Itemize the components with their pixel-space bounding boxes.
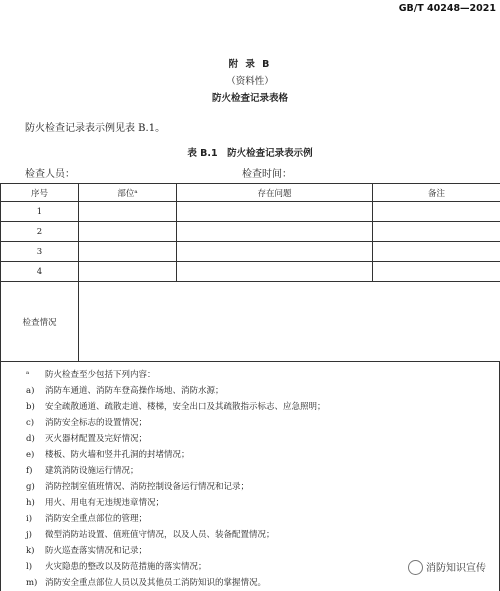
appendix-nature: （资料性） — [226, 76, 274, 87]
cell-remarks[interactable] — [373, 222, 500, 242]
note-item: ᵃ 防火检查至少包括下列内容： — [26, 370, 156, 380]
table-caption: 表 B.1 防火检查记录表示例 — [187, 148, 313, 159]
note-item: j) 微型消防站设置、值班值守情况，以及人员、装备配置情况； — [26, 530, 275, 540]
header-remarks: 备注 — [373, 184, 500, 202]
note-item: i) 消防安全重点部位的管理； — [26, 514, 148, 524]
row-number: 1 — [1, 202, 79, 222]
row-number: 3 — [1, 242, 79, 262]
cell-problems[interactable] — [177, 242, 373, 262]
table-row — [1, 262, 500, 282]
row-number: 2 — [1, 222, 79, 242]
note-item: e) 楼板、防火墙和竖井孔洞的封堵情况； — [26, 450, 190, 460]
cell-problems[interactable] — [177, 222, 373, 242]
table-row — [1, 202, 500, 222]
table-header-row — [1, 184, 500, 202]
cell-remarks[interactable] — [373, 262, 500, 282]
inspector-label: 检查人员： — [25, 169, 75, 180]
appendix-subtitle: 防火检查记录表格 — [211, 93, 288, 104]
appendix-title: 附 录 B — [228, 59, 272, 70]
note-item: d) 灭火器材配置及完好情况； — [26, 434, 148, 444]
note-item: c) 消防安全标志的设置情况； — [26, 418, 148, 428]
situation-row — [1, 282, 500, 362]
cell-location[interactable] — [79, 262, 177, 282]
note-item: b) 安全疏散通道、疏散走道、楼梯，安全出口及其疏散指示标志、应急照明； — [26, 402, 326, 412]
row-number: 4 — [1, 262, 79, 282]
note-item: a) 消防车通道、消防车登高操作场地、消防水源； — [26, 386, 224, 396]
watermark — [408, 559, 486, 576]
cell-problems[interactable] — [177, 262, 373, 282]
cell-location[interactable] — [79, 202, 177, 222]
table-row — [1, 222, 500, 242]
situation-label: 检查情况 — [1, 282, 79, 362]
watermark-text: 消防知识宣传 — [426, 562, 486, 574]
intro-text: 防火检查记录表示例见表 B.1。 — [25, 123, 166, 134]
header-seq: 序号 — [1, 184, 79, 202]
inspection-record-table — [0, 183, 500, 362]
note-item: h) 用火、用电有无违规违章情况； — [26, 498, 165, 508]
table-row — [1, 242, 500, 262]
note-item: l) 火灾隐患的整改以及防范措施的落实情况； — [26, 562, 207, 572]
cell-problems[interactable] — [177, 202, 373, 222]
header-problems: 存在问题 — [177, 184, 373, 202]
cell-location[interactable] — [79, 242, 177, 262]
inspection-time-label: 检查时间： — [242, 169, 292, 180]
cell-remarks[interactable] — [373, 242, 500, 262]
situation-cell[interactable] — [79, 282, 500, 362]
footnote-area — [0, 361, 500, 591]
cell-location[interactable] — [79, 222, 177, 242]
wechat-icon — [408, 560, 423, 575]
header-location: 部位ᵃ — [79, 184, 177, 202]
note-item: m) 消防安全重点部位人员以及其他员工消防知识的掌握情况。 — [26, 578, 267, 588]
note-item: g) 消防控制室值班情况、消防控制设备运行情况和记录； — [26, 482, 250, 492]
cell-remarks[interactable] — [373, 202, 500, 222]
note-item: k) 防火巡查落实情况和记录； — [26, 546, 148, 556]
note-item: f) 建筑消防设施运行情况； — [26, 466, 139, 476]
standard-number: GB/T 40248—2021 — [398, 3, 496, 14]
